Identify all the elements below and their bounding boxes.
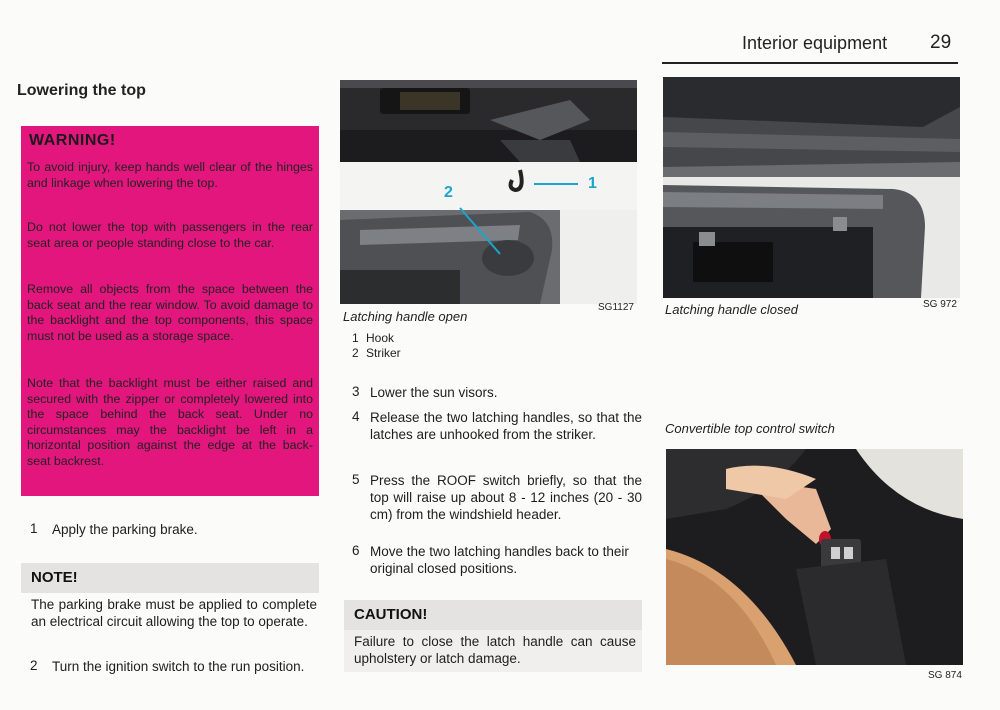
control-switch-photo [666, 449, 963, 665]
caution-header [344, 600, 642, 630]
figure-code: SG1127 [598, 302, 634, 313]
legend-label: Hook [366, 331, 395, 345]
note-text: The parking brake must be applied to complete an electrical circuit allowing the top to operate. [31, 597, 317, 629]
figure-code: SG 874 [928, 670, 962, 681]
figure-caption: Latching handle open [343, 309, 468, 324]
step-text: Move the two latching handles back to their original closed positions. [370, 544, 629, 576]
step-text: Lower the sun visors. [370, 385, 498, 400]
step-number: 6 [352, 543, 360, 558]
section-title: Lowering the top [17, 82, 146, 99]
legend-number: 2 [352, 346, 359, 360]
step-text: Apply the parking brake. [52, 522, 198, 537]
figure-caption: Latching handle closed [665, 302, 798, 317]
warning-paragraph: Do not lower the top with passengers in the rear seat area or people standing close to the car. [27, 220, 313, 250]
switch-illustration [666, 449, 963, 665]
note-header [21, 563, 319, 593]
step-number: 2 [30, 658, 38, 673]
caution-text: Failure to close the latch handle can cause upholstery or latch damage. [354, 634, 636, 666]
warning-paragraph: To avoid injury, keep hands well clear of the hinges and linkage when lowering the top. [27, 160, 313, 190]
warning-title: WARNING! [29, 132, 116, 149]
step-number: 3 [352, 384, 360, 399]
warning-box [21, 126, 319, 496]
closed-latch-illustration [663, 77, 960, 298]
page-number: 29 [930, 32, 952, 53]
header-rule [662, 62, 958, 64]
legend-label: Striker [366, 346, 401, 360]
step-text: Turn the ignition switch to the run position. [52, 659, 305, 674]
warning-paragraph: Remove all objects from the space between the back seat and the rear window. To avoid damage to the backlight and the top components, this space must not be used as a storage space. [27, 282, 313, 343]
step-number: 1 [30, 521, 38, 536]
step-number: 4 [352, 409, 360, 424]
warning-paragraph: Note that the backlight must be either raised and secured with the zipper or completely lowered into the space behind the back seat. Under no circumstances may the backlight be left in a horizontal position against the edge at the back-seat backrest. [27, 376, 313, 468]
figure-caption: Convertible top control switch [665, 421, 835, 436]
callout-2: 2 [444, 184, 453, 201]
caution-body [344, 630, 642, 672]
callout-1: 1 [588, 175, 597, 192]
running-header-title: Interior equipment [742, 33, 888, 53]
caution-title: CAUTION! [354, 606, 428, 623]
latching-handle-closed-photo [663, 77, 960, 298]
note-title: NOTE! [31, 569, 78, 586]
legend-number: 1 [352, 331, 359, 345]
latching-handle-open-photo [340, 80, 637, 304]
figure-code: SG 972 [923, 299, 957, 310]
step-number: 5 [352, 472, 360, 487]
step-text: Release the two latching handles, so that the latches are unhooked from the striker. [370, 410, 642, 442]
step-text: Press the ROOF switch briefly, so that the top will raise up about 8 - 12 inches (20 - 30 cm) from the windshield header. [370, 473, 642, 522]
